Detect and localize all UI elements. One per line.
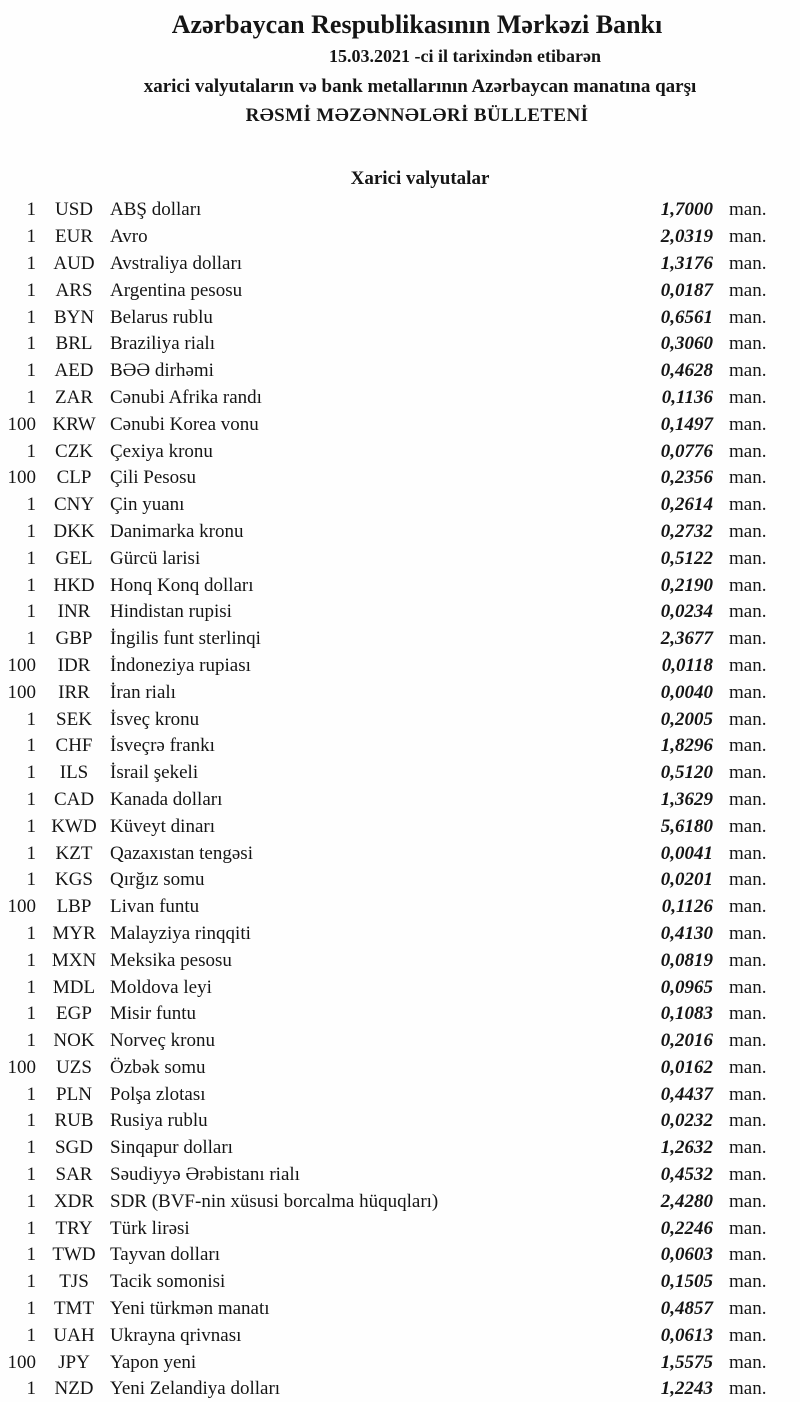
exchange-rate-value: 1,8296	[660, 735, 713, 757]
currency-quantity: 1	[26, 494, 36, 516]
rate-row	[0, 947, 800, 974]
exchange-rate-value: 0,0776	[660, 440, 713, 462]
currency-code: CNY	[53, 494, 95, 516]
manat-unit-label: man.	[729, 360, 767, 382]
currency-code: KWD	[51, 815, 97, 837]
exchange-rate-value: 0,2016	[660, 1030, 713, 1052]
currency-name: İsveç kronu	[110, 708, 200, 730]
currency-quantity: 1	[26, 1030, 36, 1052]
manat-unit-label: man.	[729, 226, 767, 248]
currency-quantity: 100	[7, 681, 36, 703]
currency-code: MYR	[52, 922, 96, 944]
rate-row	[0, 1162, 800, 1189]
currency-code: KRW	[52, 413, 96, 435]
exchange-rate-value: 0,0040	[660, 681, 713, 703]
currency-code: KGS	[54, 869, 93, 891]
currency-code: ZAR	[55, 386, 93, 408]
currency-name: Ukrayna qrivnası	[110, 1324, 242, 1346]
rate-row	[0, 331, 800, 358]
currency-code: XDR	[53, 1190, 95, 1212]
currency-name: Avro	[110, 226, 148, 248]
exchange-rate-value: 0,2190	[660, 574, 713, 596]
rate-row	[0, 1215, 800, 1242]
currency-name: Cənubi Korea vonu	[110, 413, 259, 435]
currency-quantity: 1	[26, 1378, 36, 1400]
currency-quantity: 1	[26, 601, 36, 623]
currency-quantity: 1	[26, 252, 36, 274]
currency-name: Honq Konq dolları	[110, 574, 254, 596]
currency-name: İsveçrə frankı	[110, 735, 215, 757]
currency-quantity: 1	[26, 279, 36, 301]
manat-unit-label: man.	[729, 1271, 767, 1293]
exchange-rate-value: 0,4532	[660, 1164, 713, 1186]
currency-name: BƏƏ dirhəmi	[110, 360, 214, 382]
currency-name: Kanada dolları	[110, 788, 223, 810]
rate-row	[0, 921, 800, 948]
currency-name: Küveyt dinarı	[110, 815, 216, 837]
currency-code: AUD	[53, 252, 95, 274]
currency-code: BRL	[55, 333, 93, 355]
rate-row	[0, 679, 800, 706]
currency-name: Rusiya rublu	[110, 1110, 208, 1132]
rate-row	[0, 706, 800, 733]
rate-row	[0, 197, 800, 224]
currency-name: Cənubi Afrika randı	[110, 386, 262, 408]
rate-row	[0, 465, 800, 492]
currency-name: Sinqapur dolları	[110, 1137, 233, 1159]
currency-quantity: 1	[26, 735, 36, 757]
rate-row	[0, 1349, 800, 1376]
exchange-rate-value: 0,0201	[660, 869, 713, 891]
currency-name: Belarus rublu	[110, 306, 213, 328]
rate-row	[0, 1028, 800, 1055]
currency-name: Çili Pesosu	[110, 467, 197, 489]
currency-name: Türk lirəsi	[110, 1217, 190, 1239]
currency-quantity: 1	[26, 788, 36, 810]
exchange-rate-value: 0,0603	[660, 1244, 713, 1266]
currency-code: IRR	[58, 681, 90, 703]
rate-row	[0, 1108, 800, 1135]
currency-code: CZK	[55, 440, 93, 462]
currency-name: Gürcü larisi	[110, 547, 201, 569]
rate-row	[0, 572, 800, 599]
currency-quantity: 100	[7, 654, 36, 676]
exchange-rate-value: 1,5575	[660, 1351, 713, 1373]
currency-code: ARS	[55, 279, 93, 301]
currency-code: UAH	[53, 1324, 95, 1346]
currency-quantity: 100	[7, 1056, 36, 1078]
currency-quantity: 1	[26, 628, 36, 650]
rate-row	[0, 224, 800, 251]
rate-row	[0, 385, 800, 412]
bank-name-title: Azərbaycan Respublikasının Mərkəzi Bankı	[171, 10, 663, 39]
exchange-rate-value: 0,3060	[660, 333, 713, 355]
exchange-rate-value: 0,4628	[660, 360, 713, 382]
manat-unit-label: man.	[729, 467, 767, 489]
currency-code: TWD	[52, 1244, 96, 1266]
currency-quantity: 1	[26, 1217, 36, 1239]
currency-quantity: 1	[26, 708, 36, 730]
currency-name: İngilis funt sterlinqi	[110, 628, 261, 650]
rate-row	[0, 626, 800, 653]
currency-quantity: 1	[26, 386, 36, 408]
currency-code: KZT	[55, 842, 93, 864]
currency-code: MDL	[52, 976, 96, 998]
currency-name: ABŞ dolları	[110, 199, 202, 221]
currency-quantity: 100	[7, 896, 36, 918]
currency-code: PLN	[56, 1083, 92, 1105]
manat-unit-label: man.	[729, 681, 767, 703]
manat-unit-label: man.	[729, 386, 767, 408]
currency-name: Hindistan rupisi	[110, 601, 232, 623]
currency-code: NOK	[53, 1030, 95, 1052]
exchange-rate-value: 2,3677	[660, 628, 713, 650]
currency-name: SDR (BVF-nin xüsusi borcalma hüquqları)	[110, 1190, 439, 1212]
currency-quantity: 1	[26, 1110, 36, 1132]
manat-unit-label: man.	[729, 788, 767, 810]
currency-code: CLP	[56, 467, 92, 489]
currency-name: Norveç kronu	[110, 1030, 215, 1052]
currency-name: Polşa zlotası	[110, 1083, 206, 1105]
manat-unit-label: man.	[729, 1030, 767, 1052]
manat-unit-label: man.	[729, 1351, 767, 1373]
manat-unit-label: man.	[729, 601, 767, 623]
exchange-rate-value: 5,6180	[660, 815, 713, 837]
exchange-rate-value: 2,4280	[660, 1190, 713, 1212]
exchange-rate-value: 0,0162	[660, 1056, 713, 1078]
exchange-rate-value: 0,5120	[660, 762, 713, 784]
section-title-foreign-currencies: Xarici valyutalar	[350, 168, 490, 189]
exchange-rate-value: 0,4437	[660, 1083, 713, 1105]
currency-name: Livan funtu	[110, 896, 200, 918]
currency-code: HKD	[53, 574, 95, 596]
manat-unit-label: man.	[729, 896, 767, 918]
manat-unit-label: man.	[729, 708, 767, 730]
manat-unit-label: man.	[729, 1244, 767, 1266]
currency-name: Argentina pesosu	[110, 279, 243, 301]
currency-quantity: 100	[7, 467, 36, 489]
currency-quantity: 1	[26, 1003, 36, 1025]
exchange-rate-value: 0,0234	[660, 601, 713, 623]
currency-code: MXN	[51, 949, 97, 971]
currency-code: AED	[54, 360, 94, 382]
rate-row	[0, 1242, 800, 1269]
currency-quantity: 1	[26, 1244, 36, 1266]
rate-row	[0, 867, 800, 894]
currency-quantity: 1	[26, 574, 36, 596]
rate-row	[0, 1322, 800, 1349]
rate-row	[0, 1269, 800, 1296]
rate-row	[0, 251, 800, 278]
manat-unit-label: man.	[729, 574, 767, 596]
currency-code: CHF	[55, 735, 93, 757]
currency-code: JPY	[58, 1351, 90, 1373]
exchange-rate-value: 0,1136	[661, 386, 713, 408]
currency-name: İsrail şekeli	[110, 762, 199, 784]
rate-row	[0, 277, 800, 304]
exchange-rate-value: 1,7000	[660, 199, 713, 221]
currency-quantity: 1	[26, 1083, 36, 1105]
manat-unit-label: man.	[729, 306, 767, 328]
manat-unit-label: man.	[729, 762, 767, 784]
manat-unit-label: man.	[729, 279, 767, 301]
currency-name: Özbək somu	[110, 1056, 206, 1078]
rate-row	[0, 1376, 800, 1402]
currency-name: Qazaxıstan tengəsi	[110, 842, 253, 864]
currency-name: Braziliya rialı	[110, 333, 215, 355]
manat-unit-label: man.	[729, 922, 767, 944]
currency-quantity: 1	[26, 226, 36, 248]
currency-quantity: 1	[26, 815, 36, 837]
bulletin-title: RƏSMİ MƏZƏNNƏLƏRİ BÜLLETENİ	[245, 105, 589, 126]
rate-row	[0, 1296, 800, 1323]
currency-code: SAR	[55, 1164, 93, 1186]
manat-unit-label: man.	[729, 1217, 767, 1239]
currency-code: INR	[57, 601, 91, 623]
manat-unit-label: man.	[729, 199, 767, 221]
exchange-rate-value: 1,2632	[660, 1137, 713, 1159]
manat-unit-label: man.	[729, 252, 767, 274]
currency-name: Avstraliya dolları	[110, 252, 243, 274]
currency-quantity: 1	[26, 1137, 36, 1159]
exchange-rate-value: 2,0319	[660, 226, 713, 248]
currency-name: Yapon yeni	[110, 1351, 197, 1373]
exchange-rate-value: 0,0819	[660, 949, 713, 971]
manat-unit-label: man.	[729, 1056, 767, 1078]
rate-row	[0, 653, 800, 680]
currency-code: USD	[54, 199, 93, 221]
currency-code: TMT	[53, 1298, 95, 1320]
exchange-rate-value: 0,1083	[660, 1003, 713, 1025]
currency-quantity: 1	[26, 440, 36, 462]
manat-unit-label: man.	[729, 1164, 767, 1186]
currency-code: BYN	[53, 306, 95, 328]
exchange-rate-value: 0,2614	[660, 494, 713, 516]
rate-row	[0, 1188, 800, 1215]
currency-code: IDR	[57, 654, 91, 676]
manat-unit-label: man.	[729, 1083, 767, 1105]
currency-quantity: 1	[26, 520, 36, 542]
manat-unit-label: man.	[729, 869, 767, 891]
currency-quantity: 1	[26, 1271, 36, 1293]
currency-quantity: 1	[26, 360, 36, 382]
exchange-rate-value: 0,1505	[660, 1271, 713, 1293]
rate-row	[0, 840, 800, 867]
currency-quantity: 1	[26, 949, 36, 971]
bulletin-subtitle: xarici valyutaların və bank metallarının Azərbaycan manatına qarşı	[143, 76, 697, 97]
currency-code: ILS	[59, 762, 89, 784]
currency-name: İndoneziya rupiası	[110, 654, 251, 676]
rate-row	[0, 787, 800, 814]
rate-row	[0, 304, 800, 331]
exchange-rate-value: 0,0965	[660, 976, 713, 998]
currency-name: Malayziya rinqqiti	[110, 922, 251, 944]
currency-quantity: 1	[26, 842, 36, 864]
rate-row	[0, 733, 800, 760]
rate-row	[0, 492, 800, 519]
currency-quantity: 1	[26, 1324, 36, 1346]
rate-row	[0, 1135, 800, 1162]
rate-row	[0, 599, 800, 626]
exchange-rate-value: 0,4857	[660, 1298, 713, 1320]
manat-unit-label: man.	[729, 413, 767, 435]
rate-row	[0, 760, 800, 787]
currency-quantity: 1	[26, 1164, 36, 1186]
manat-unit-label: man.	[729, 842, 767, 864]
currency-code: SEK	[56, 708, 92, 730]
currency-name: Yeni Zelandiya dolları	[110, 1378, 281, 1400]
currency-quantity: 100	[7, 413, 36, 435]
effective-date-line: 15.03.2021 -ci il tarixindən etibarən	[329, 46, 601, 66]
exchange-rate-value: 1,3629	[660, 788, 713, 810]
rate-row	[0, 438, 800, 465]
manat-unit-label: man.	[729, 949, 767, 971]
currency-name: İran rialı	[110, 681, 176, 703]
currency-quantity: 1	[26, 762, 36, 784]
bulletin-header	[0, 0, 800, 130]
currency-code: EGP	[56, 1003, 92, 1025]
currency-quantity: 1	[26, 922, 36, 944]
exchange-rate-value: 0,0187	[660, 279, 713, 301]
exchange-rate-value: 0,5122	[660, 547, 713, 569]
currency-quantity: 1	[26, 547, 36, 569]
manat-unit-label: man.	[729, 1003, 767, 1025]
currency-name: Moldova leyi	[110, 976, 212, 998]
currency-code: DKK	[53, 520, 95, 542]
currency-quantity: 1	[26, 1190, 36, 1212]
currency-code: TRY	[55, 1217, 93, 1239]
manat-unit-label: man.	[729, 520, 767, 542]
rate-row	[0, 519, 800, 546]
exchange-rate-value: 0,0118	[661, 654, 713, 676]
manat-unit-label: man.	[729, 1298, 767, 1320]
currency-quantity: 1	[26, 869, 36, 891]
manat-unit-label: man.	[729, 440, 767, 462]
currency-name: Çexiya kronu	[110, 440, 213, 462]
currency-quantity: 1	[26, 199, 36, 221]
exchange-rate-value: 0,2246	[660, 1217, 713, 1239]
manat-unit-label: man.	[729, 1137, 767, 1159]
rate-row	[0, 411, 800, 438]
currency-name: Səudiyyə Ərəbistanı rialı	[110, 1164, 300, 1186]
currency-quantity: 1	[26, 333, 36, 355]
manat-unit-label: man.	[729, 815, 767, 837]
exchange-rate-value: 1,3176	[660, 252, 713, 274]
rate-row	[0, 1001, 800, 1028]
exchange-rate-value: 0,2356	[660, 467, 713, 489]
exchange-rate-value: 0,4130	[660, 922, 713, 944]
rate-row	[0, 545, 800, 572]
currency-name: Yeni türkmən manatı	[110, 1298, 270, 1320]
rate-row	[0, 358, 800, 385]
rate-row	[0, 974, 800, 1001]
currency-code: SGD	[54, 1137, 93, 1159]
currency-code: NZD	[54, 1378, 94, 1400]
manat-unit-label: man.	[729, 628, 767, 650]
exchange-rate-value: 0,2732	[660, 520, 713, 542]
manat-unit-label: man.	[729, 494, 767, 516]
rates-table	[0, 197, 800, 1402]
exchange-rate-value: 0,2005	[660, 708, 713, 730]
currency-code: GEL	[55, 547, 93, 569]
currency-name: Tacik somonisi	[110, 1271, 226, 1293]
manat-unit-label: man.	[729, 654, 767, 676]
manat-unit-label: man.	[729, 333, 767, 355]
currency-code: TJS	[59, 1271, 89, 1293]
currency-code: CAD	[53, 788, 95, 810]
manat-unit-label: man.	[729, 1190, 767, 1212]
exchange-rate-value: 0,1497	[660, 413, 713, 435]
rate-row	[0, 1055, 800, 1082]
currency-name: Danimarka kronu	[110, 520, 244, 542]
manat-unit-label: man.	[729, 547, 767, 569]
currency-name: Misir funtu	[110, 1003, 197, 1025]
currency-code: RUB	[54, 1110, 94, 1132]
currency-code: LBP	[56, 896, 92, 918]
currency-code: UZS	[56, 1056, 92, 1078]
rate-row	[0, 813, 800, 840]
manat-unit-label: man.	[729, 735, 767, 757]
manat-unit-label: man.	[729, 1324, 767, 1346]
manat-unit-label: man.	[729, 976, 767, 998]
currency-code: EUR	[55, 226, 93, 248]
currency-name: Tayvan dolları	[110, 1244, 220, 1266]
exchange-rate-value: 0,1126	[661, 896, 713, 918]
currency-name: Çin yuanı	[110, 494, 185, 516]
currency-quantity: 100	[7, 1351, 36, 1373]
rate-row	[0, 1081, 800, 1108]
currency-name: Qırğız somu	[110, 869, 205, 891]
manat-unit-label: man.	[729, 1110, 767, 1132]
currency-quantity: 1	[26, 306, 36, 328]
rate-row	[0, 894, 800, 921]
exchange-rate-value: 1,2243	[660, 1378, 713, 1400]
manat-unit-label: man.	[729, 1378, 767, 1400]
currency-code: GBP	[55, 628, 93, 650]
exchange-rate-value: 0,0232	[660, 1110, 713, 1132]
exchange-rate-value: 0,6561	[660, 306, 713, 328]
exchange-rate-value: 0,0041	[660, 842, 713, 864]
currency-name: Meksika pesosu	[110, 949, 232, 971]
currency-quantity: 1	[26, 976, 36, 998]
exchange-rate-value: 0,0613	[660, 1324, 713, 1346]
currency-quantity: 1	[26, 1298, 36, 1320]
